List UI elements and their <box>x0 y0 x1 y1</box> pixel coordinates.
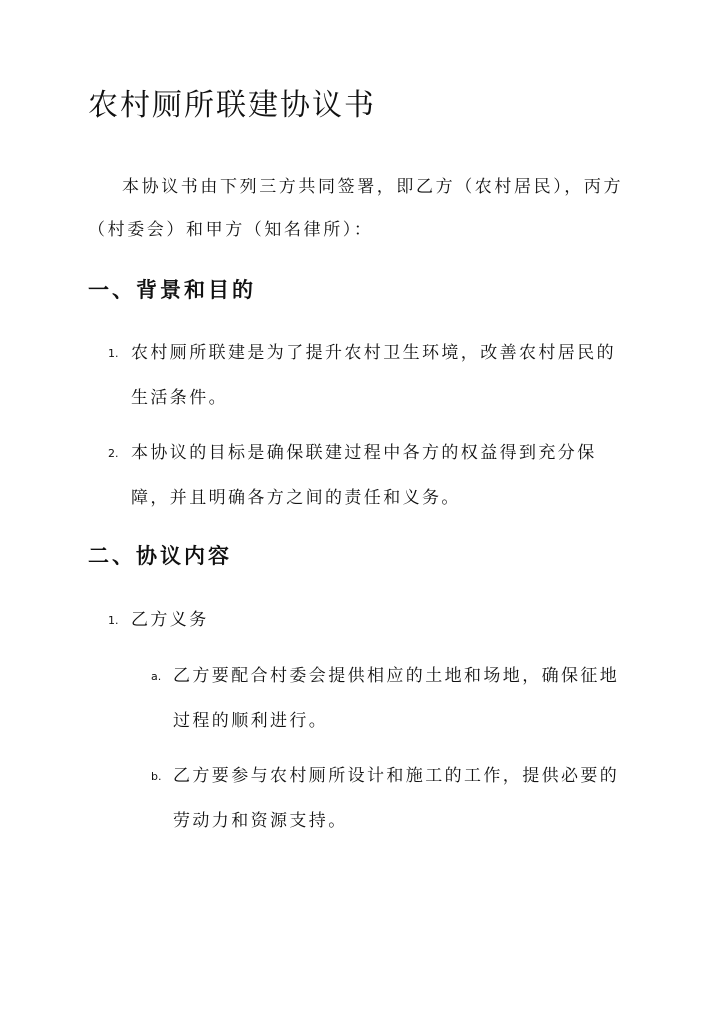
list-item-text: 农村厕所联建是为了提升农村卫生环境，改善农村居民的生活条件。 <box>131 343 616 408</box>
section-heading-content: 二、协议内容 <box>88 544 232 568</box>
sub-list-item-letter: b. <box>151 770 162 783</box>
sub-list-item <box>151 754 633 844</box>
sub-list-item-letter: a. <box>151 670 162 683</box>
intro-paragraph: 本协议书由下列三方共同签署，即乙方（农村居民），丙方（村委会）和甲方（知名律所）： <box>88 177 624 240</box>
list-item-text: 本协议的目标是确保联建过程中各方的权益得到充分保障，并且明确各方之间的责任和义务。 <box>131 443 597 508</box>
document-title: 农村厕所联建协议书 <box>88 88 376 123</box>
list-item-number: 1. <box>108 347 119 360</box>
list-item-text: 乙方义务 <box>131 610 209 630</box>
list-item-number: 2. <box>108 447 119 460</box>
sub-list-item <box>151 654 633 744</box>
section-heading-background: 一、背景和目的 <box>88 278 256 302</box>
sub-list-item-text: 乙方要配合村委会提供相应的土地和场地，确保征地过程的顺利进行。 <box>173 666 620 731</box>
sub-list-item-text: 乙方要参与农村厕所设计和施工的工作，提供必要的劳动力和资源支持。 <box>173 766 620 831</box>
list-item-number: 1. <box>108 614 119 627</box>
list-item <box>108 331 626 421</box>
list-item <box>108 598 626 643</box>
list-item <box>108 431 626 521</box>
